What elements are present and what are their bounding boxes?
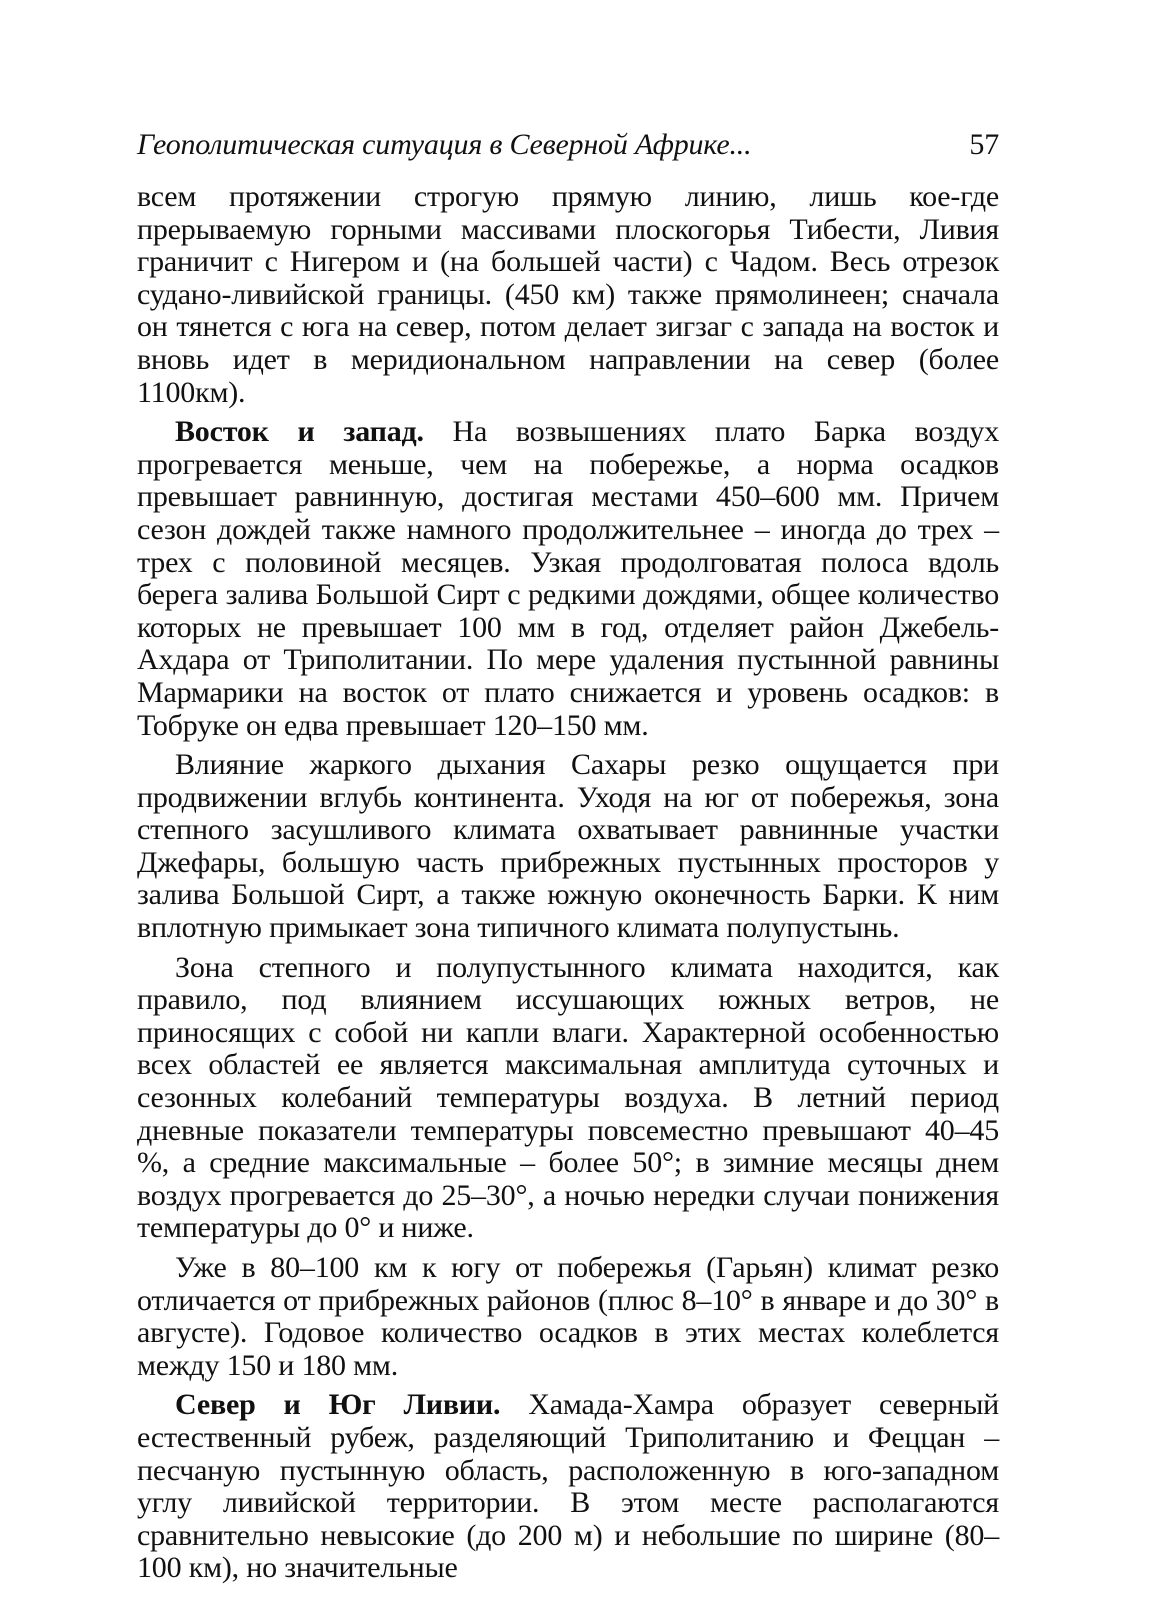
section-heading-north-south: Север и Юг Ливии. [175,1388,501,1422]
paragraph-garyan [137,1252,999,1382]
page-number: 57 [969,128,999,161]
running-head [137,128,999,162]
paragraph-north-south [137,1389,999,1585]
paragraph-text: всем протяжении строгую прямую линию, лишь кое-где прерываемую горными массивами плоскогорья Тибести, Ливия граничит с Нигером и (на большей части) с Чадом. Весь отрезок судано-ливийской границы. (450 км) также прямолинеен; сначала он тянется с юга на север, потом делает зигзаг с запада на восток и вновь идет в меридиональном направлении на север (более 1100км). [137,180,999,409]
paragraph-steppe-climate [137,952,999,1245]
body-text [137,181,999,1585]
paragraph-east-west [137,416,999,742]
paragraph-text: Влияние жаркого дыхания Сахары резко ощущается при продвижении вглубь континента. Уходя на юг от побережья, зона степного засушливого климата охватывает равнинные участки Джефары, большую часть прибрежных пустынных просторов у залива Большой Сирт, а также южную оконечность Барки. К ним вплотную примыкает зона типичного климата полупустынь. [137,748,999,945]
paragraph-text: На возвышениях плато Барка воздух прогревается меньше, чем на побережье, а норма осадков превышает равнинную, достигая местами 450–600 мм. Причем сезон дождей также намного продолжительнее – иногда до трех – трех с половиной месяцев. Узкая продолговатая полоса вдоль берега залива Большой Сирт с редкими дождями, общее количество которых не превышает 100 мм в год, отделяет район Джебель-Ахдара от Триполитании. По мере удаления пустынной равнины Мармарики на восток от плато снижается и уровень осадков: в Тобруке он едва превышает 120–150 мм. [137,415,999,742]
running-title: Геополитическая ситуация в Северной Африке... [137,128,752,161]
section-heading-east-west: Восток и запад. [175,415,424,449]
paragraph-text: Зона степного и полупустынного климата находится, как правило, под влиянием иссушающих южных ветров, не приносящих с собой ни капли влаги. Характерной особенностью всех областей ее является максимальная амплитуда суточных и сезонных колебаний температуры воздуха. В летний период дневные показатели температуры повсеместно превышают 40–45 %, а средние максимальные – более 50°; в зимние месяцы днем воздух прогревается до 25–30°, а ночью нередки случаи понижения температуры до 0° и ниже. [137,950,999,1245]
paragraph-text: Хамада-Хамра образует северный естественный рубеж, разделяющий Триполитанию и Феццан – песчаную пустынную область, расположенную в юго-западном углу ливийской территории. В этом месте располагаются сравнительно невысокие (до 200 м) и небольшие по ширине (80–100 км), но значительные [137,1388,1000,1585]
paragraph-text: Уже в 80–100 км к югу от побережья (Гарьян) климат резко отличается от прибрежных районов (плюс 8–10° в январе и до 30° в августе). Годовое количество осадков в этих местах колеблется между 150 и 180 мм. [137,1251,999,1382]
book-page [137,128,999,1585]
paragraph-sahara [137,749,999,945]
paragraph-continuation [137,181,999,409]
